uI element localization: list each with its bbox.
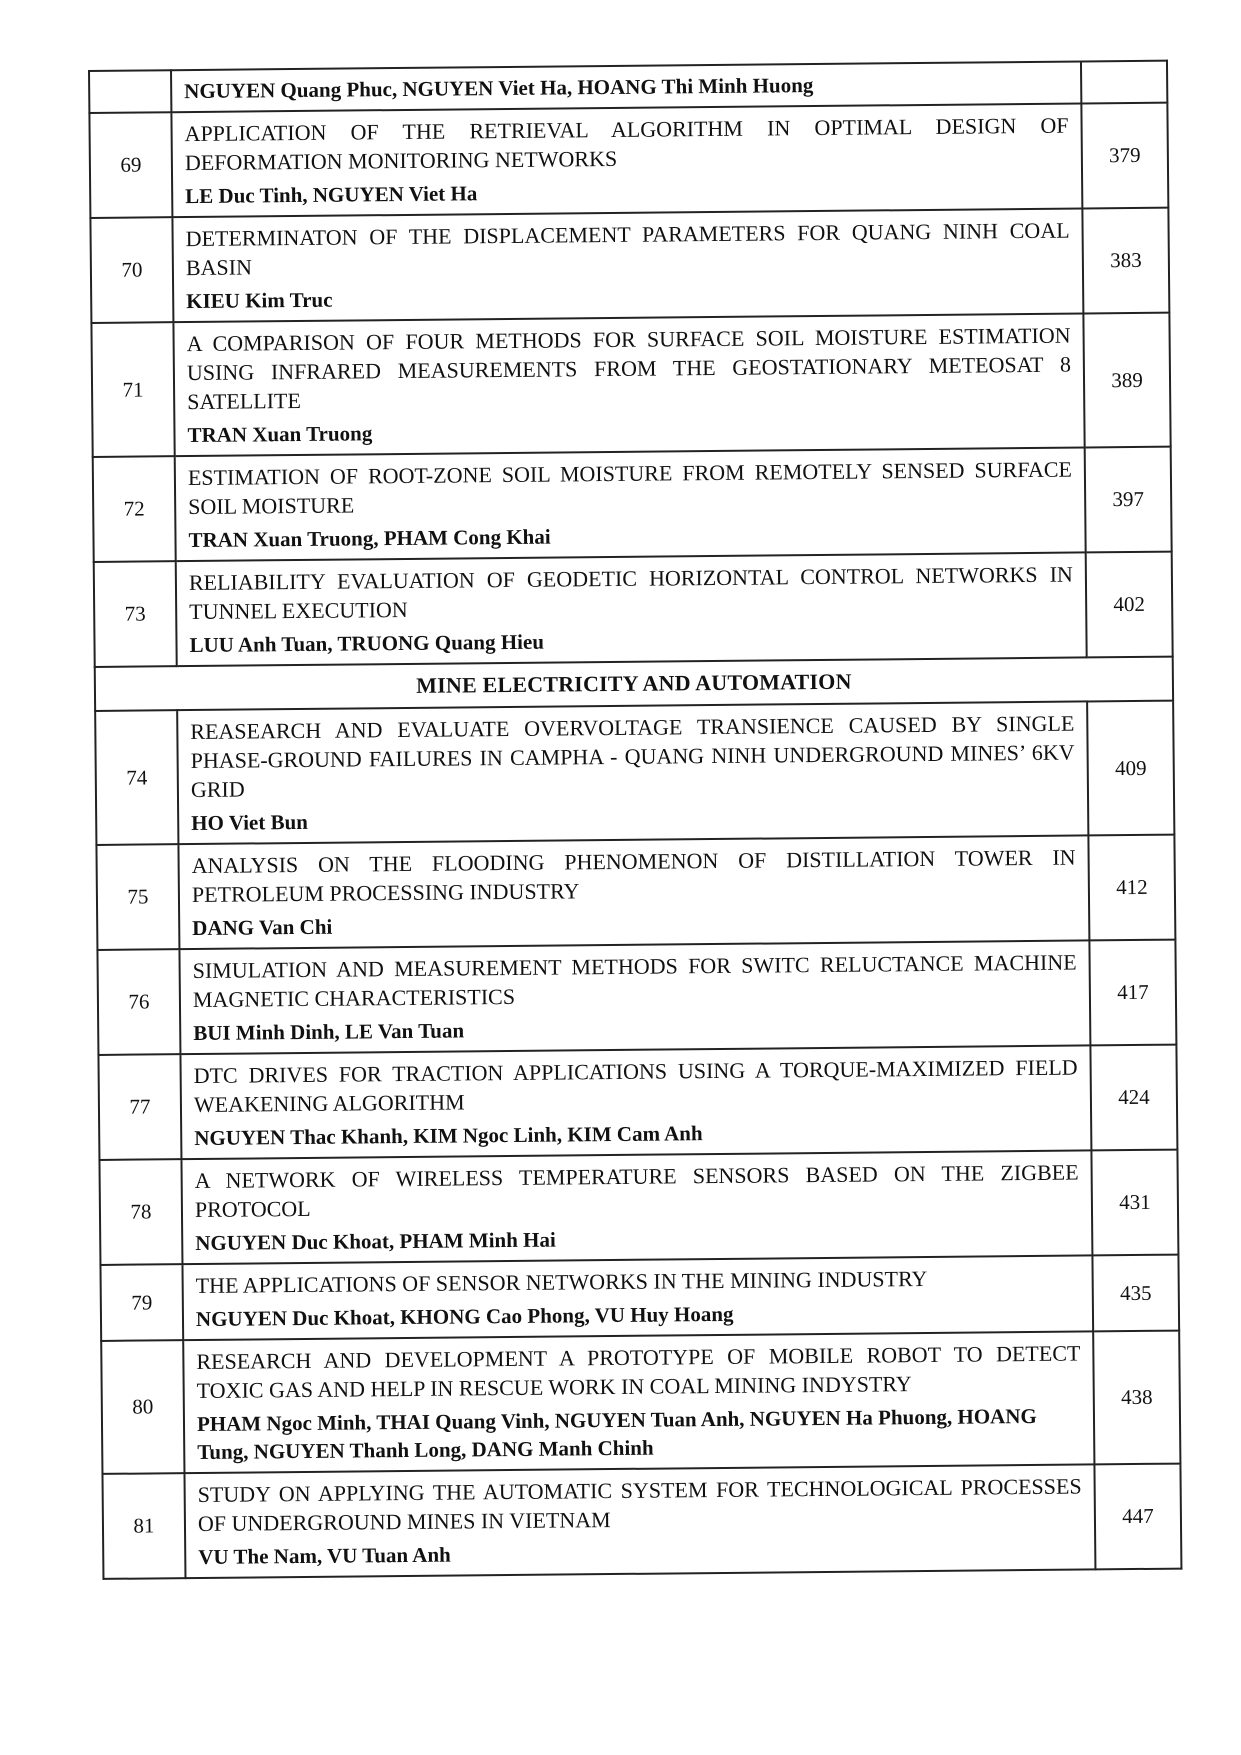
entry-number: 73 bbox=[94, 561, 177, 667]
entry-title: STUDY ON APPLYING THE AUTOMATIC SYSTEM FOR TECHNOLOGICAL PROCESSES OF UNDERGROUND MINES IN VIETNAM bbox=[197, 1473, 1082, 1537]
toc-row bbox=[100, 1255, 1179, 1341]
entry-page-number: 397 bbox=[1085, 447, 1172, 553]
toc-row bbox=[97, 940, 1176, 1055]
entry-cell bbox=[181, 1150, 1092, 1264]
entry-authors: NGUYEN Duc Khoat, KHONG Cao Phong, VU Huy Hoang bbox=[195, 1301, 734, 1332]
toc-row bbox=[90, 208, 1169, 323]
entry-page-number: 447 bbox=[1094, 1464, 1181, 1570]
entry-page-number: 379 bbox=[1081, 103, 1168, 209]
entry-cell bbox=[172, 208, 1083, 322]
entry-cell bbox=[175, 447, 1086, 561]
entry-number: 76 bbox=[97, 949, 180, 1055]
entry-authors: LE Duc Tinh, NGUYEN Viet Ha bbox=[185, 181, 478, 209]
entry-title: RESEARCH AND DEVELOPMENT A PROTOTYPE OF MOBILE ROBOT TO DETECT TOXIC GAS AND HELP IN RESCUE WORK IN COAL MINING INDYSTRY bbox=[196, 1340, 1081, 1404]
entry-page-number: 435 bbox=[1092, 1255, 1179, 1332]
entry-authors: LUU Anh Tuan, TRUONG Quang Hieu bbox=[189, 629, 545, 658]
entry-title: ESTIMATION OF ROOT-ZONE SOIL MOISTURE FROM REMOTELY SENSED SURFACE SOIL MOISTURE bbox=[187, 456, 1072, 520]
entry-title: REASEARCH AND EVALUATE OVERVOLTAGE TRANSIENCE CAUSED BY SINGLE PHASE-GROUND FAILURES IN CAMPHA - QUANG NINH UNDERGROUND MINES’ 6KV GRID bbox=[190, 710, 1075, 803]
entry-title: THE APPLICATIONS OF SENSOR NETWORKS IN THE MINING INDUSTRY bbox=[195, 1265, 928, 1299]
entry-cell bbox=[183, 1331, 1094, 1473]
entry-cell bbox=[179, 940, 1090, 1054]
toc-row bbox=[98, 1045, 1177, 1160]
entry-authors: NGUYEN Duc Khoat, PHAM Minh Hai bbox=[195, 1227, 556, 1256]
entry-number: 75 bbox=[96, 844, 179, 950]
entry-number: 81 bbox=[102, 1473, 185, 1579]
entry-authors: BUI Minh Dinh, LE Van Tuan bbox=[193, 1018, 465, 1046]
toc-row bbox=[93, 447, 1172, 562]
entry-title: A NETWORK OF WIRELESS TEMPERATURE SENSORS BASED ON THE ZIGBEE PROTOCOL bbox=[194, 1159, 1079, 1223]
toc-row bbox=[99, 1150, 1178, 1265]
entry-page-number: 417 bbox=[1089, 940, 1176, 1046]
entry-cell bbox=[177, 701, 1088, 844]
entry-authors: DANG Van Chi bbox=[192, 914, 333, 941]
entry-authors: HO Viet Bun bbox=[191, 809, 309, 836]
entry-authors: NGUYEN Quang Phuc, NGUYEN Viet Ha, HOANG Thi Minh Huong bbox=[184, 73, 814, 104]
section-heading: MINE ELECTRICITY AND AUTOMATION bbox=[95, 657, 1173, 711]
entry-authors: NGUYEN Thac Khanh, KIM Ngoc Linh, KIM Cam Anh bbox=[194, 1121, 703, 1151]
entry-authors: TRAN Xuan Truong, PHAM Cong Khai bbox=[188, 524, 551, 553]
entry-page-number: 424 bbox=[1090, 1045, 1177, 1151]
entry-number: 78 bbox=[99, 1159, 182, 1265]
entry-title: DTC DRIVES FOR TRACTION APPLICATIONS USING A TORQUE-MAXIMIZED FIELD WEAKENING ALGORITHM bbox=[193, 1054, 1078, 1118]
entry-authors: TRAN Xuan Truong bbox=[187, 421, 373, 448]
entry-page-number: 389 bbox=[1083, 313, 1170, 448]
entry-number: 71 bbox=[91, 322, 174, 457]
entry-page-number: 412 bbox=[1088, 835, 1175, 941]
entry-number: 77 bbox=[98, 1054, 181, 1160]
entry-cell bbox=[182, 1255, 1093, 1340]
toc-row bbox=[102, 1464, 1181, 1579]
entry-authors: KIEU Kim Truc bbox=[186, 287, 333, 314]
entry-title: APPLICATION OF THE RETRIEVAL ALGORITHM IN OPTIMAL DESIGN OF DEFORMATION MONITORING NETWORKS bbox=[184, 112, 1069, 176]
entry-authors: PHAM Ngoc Minh, THAI Quang Vinh, NGUYEN Tuan Anh, NGUYEN Ha Phuong, HOANG Tung, NGUYEN Thanh Long, DANG Manh Chinh bbox=[196, 1403, 1037, 1465]
entry-page-number: 383 bbox=[1082, 208, 1169, 314]
entry-number: 74 bbox=[95, 710, 178, 845]
entry-authors: VU The Nam, VU Tuan Anh bbox=[198, 1542, 451, 1570]
entry-cell bbox=[178, 835, 1089, 949]
entry-title: ANALYSIS ON THE FLOODING PHENOMENON OF DISTILLATION TOWER IN PETROLEUM PROCESSING INDUSTRY bbox=[191, 844, 1076, 908]
entry-number: 69 bbox=[89, 112, 172, 218]
page-number-cell bbox=[1081, 61, 1167, 104]
entry-number: 72 bbox=[93, 456, 176, 562]
entry-number: 79 bbox=[100, 1264, 183, 1341]
entry-page-number: 438 bbox=[1093, 1331, 1180, 1465]
entry-title: RELIABILITY EVALUATION OF GEODETIC HORIZONTAL CONTROL NETWORKS IN TUNNEL EXECUTION bbox=[188, 561, 1074, 625]
toc-row bbox=[91, 313, 1170, 457]
entry-page-number: 431 bbox=[1091, 1150, 1178, 1256]
entry-page-number: 402 bbox=[1086, 552, 1173, 658]
entry-cell bbox=[184, 1464, 1095, 1578]
entry-title: A COMPARISON OF FOUR METHODS FOR SURFACE SOIL MOISTURE ESTIMATION USING INFRARED MEASUREMENTS FROM THE GEOSTATIONARY METEOSAT 8 SATELLITE bbox=[186, 322, 1071, 415]
entry-number: 80 bbox=[101, 1340, 184, 1474]
entry-title: SIMULATION AND MEASUREMENT METHODS FOR SWITC RELUCTANCE MACHINE MAGNETIC CHARACTERISTICS bbox=[192, 949, 1077, 1013]
entry-cell bbox=[180, 1045, 1091, 1159]
entry-cell bbox=[173, 313, 1084, 456]
toc-row bbox=[101, 1331, 1180, 1474]
toc-row bbox=[95, 701, 1174, 845]
toc-row bbox=[94, 552, 1173, 667]
entry-number: 70 bbox=[90, 217, 173, 323]
entry-cell bbox=[176, 552, 1087, 666]
entry-cell bbox=[171, 103, 1082, 217]
toc-row bbox=[89, 103, 1168, 218]
table-of-contents bbox=[88, 60, 1182, 1580]
entry-number-cell bbox=[89, 70, 171, 113]
entry-page-number: 409 bbox=[1087, 701, 1174, 836]
toc-row bbox=[96, 835, 1175, 950]
entry-title: DETERMINATON OF THE DISPLACEMENT PARAMETERS FOR QUANG NINH COAL BASIN bbox=[185, 217, 1070, 281]
